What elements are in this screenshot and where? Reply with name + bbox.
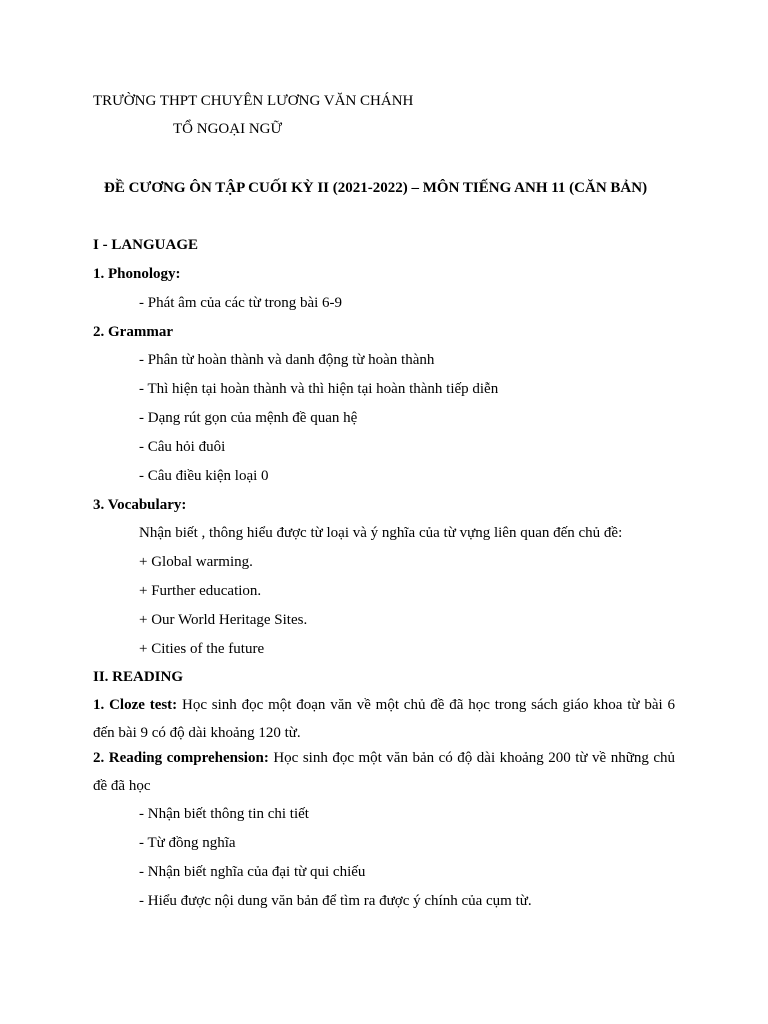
list-item: + Global warming. [139, 554, 253, 570]
vocabulary-intro: Nhận biết , thông hiểu được từ loại và ý nghĩa của từ vựng liên quan đến chủ đề: [139, 525, 623, 541]
reading-comprehension-paragraph [93, 744, 675, 800]
list-item: + Our World Heritage Sites. [139, 612, 308, 628]
grammar-heading: 2. Grammar [93, 324, 173, 340]
list-item: - Phân từ hoàn thành và danh động từ hoàn thành [139, 352, 435, 368]
school-name: TRƯỜNG THPT CHUYÊN LƯƠNG VĂN CHÁNH [93, 93, 414, 109]
list-item: - Dạng rút gọn của mệnh đề quan hệ [139, 410, 358, 426]
list-item: - Nhận biết nghĩa của đại từ qui chiếu [139, 864, 366, 880]
cloze-test-label: 1. Cloze test: [93, 697, 178, 713]
list-item: - Thì hiện tại hoàn thành và thì hiện tại hoàn thành tiếp diễn [139, 381, 499, 397]
cloze-test-paragraph [93, 691, 675, 747]
section-language-heading: I - LANGUAGE [93, 237, 199, 253]
cloze-test-text: Học sinh đọc một đoạn văn về một chủ đề đã học trong sách giáo khoa từ bài 6 đến bài 9 có độ dài khoảng 120 từ. [93, 697, 676, 741]
vocabulary-heading: 3. Vocabulary: [93, 497, 187, 513]
list-item: + Cities of the future [139, 641, 265, 657]
list-item: - Hiểu được nội dung văn bản để tìm ra được ý chính của cụm từ. [139, 893, 532, 909]
list-item: - Câu điều kiện loại 0 [139, 468, 269, 484]
list-item: - Phát âm của các từ trong bài 6-9 [139, 295, 343, 311]
section-reading-heading: II. READING [93, 669, 184, 685]
list-item: - Từ đồng nghĩa [139, 835, 236, 851]
document-title: ĐỀ CƯƠNG ÔN TẬP CUỐI KỲ II (2021-2022) – MÔN TIẾNG ANH 11 (CĂN BẢN) [104, 180, 648, 196]
list-item: - Câu hỏi đuôi [139, 439, 226, 455]
phonology-heading: 1. Phonology: [93, 266, 181, 282]
list-item: + Further education. [139, 583, 262, 599]
reading-comprehension-label: 2. Reading comprehension: [93, 750, 269, 766]
department-name: TỔ NGOẠI NGỮ [173, 121, 283, 137]
list-item: - Nhận biết thông tin chi tiết [139, 806, 309, 822]
reading-comprehension-text: Học sinh đọc một văn bản có độ dài khoảng 200 từ về những chủ đề đã học [93, 750, 676, 794]
